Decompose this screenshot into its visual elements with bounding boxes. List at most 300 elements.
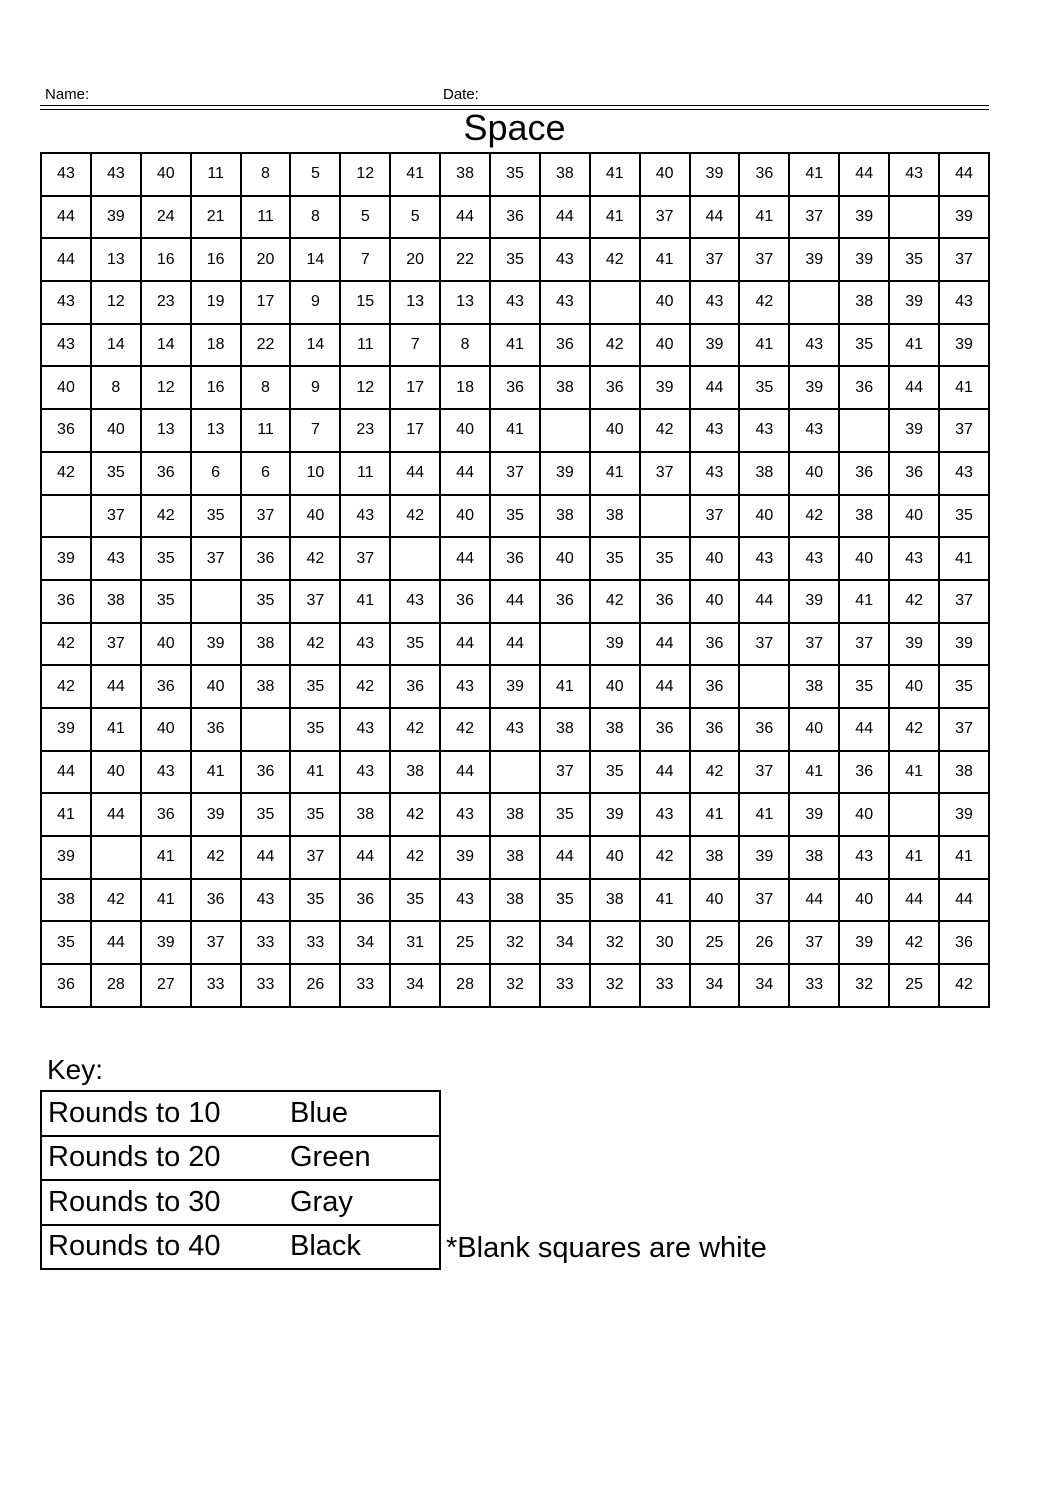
grid-cell[interactable] — [640, 495, 690, 538]
grid-cell[interactable]: 37 — [789, 623, 839, 666]
grid-cell[interactable]: 39 — [739, 836, 789, 879]
grid-cell[interactable]: 38 — [590, 879, 640, 922]
grid-cell[interactable]: 40 — [839, 793, 889, 836]
grid-cell[interactable]: 35 — [490, 238, 540, 281]
grid-cell[interactable]: 36 — [41, 580, 91, 623]
grid-cell[interactable]: 38 — [440, 153, 490, 196]
grid-cell[interactable]: 41 — [141, 836, 191, 879]
grid-cell[interactable]: 37 — [640, 196, 690, 239]
grid-cell[interactable]: 43 — [340, 708, 390, 751]
grid-cell[interactable]: 11 — [241, 196, 291, 239]
grid-cell[interactable]: 44 — [640, 623, 690, 666]
grid-cell[interactable]: 17 — [390, 366, 440, 409]
grid-cell[interactable]: 22 — [241, 324, 291, 367]
grid-cell[interactable]: 37 — [290, 580, 340, 623]
grid-cell[interactable]: 41 — [640, 879, 690, 922]
grid-cell[interactable]: 40 — [141, 153, 191, 196]
grid-cell[interactable]: 43 — [440, 793, 490, 836]
grid-cell[interactable]: 44 — [440, 196, 490, 239]
grid-cell[interactable]: 35 — [390, 623, 440, 666]
grid-cell[interactable]: 7 — [390, 324, 440, 367]
grid-cell[interactable]: 40 — [640, 324, 690, 367]
grid-cell[interactable]: 37 — [789, 196, 839, 239]
grid-cell[interactable]: 38 — [839, 281, 889, 324]
grid-cell[interactable]: 36 — [640, 708, 690, 751]
grid-cell[interactable]: 42 — [41, 623, 91, 666]
grid-cell[interactable]: 43 — [141, 751, 191, 794]
grid-cell[interactable]: 41 — [191, 751, 241, 794]
grid-cell[interactable]: 41 — [889, 324, 939, 367]
grid-cell[interactable]: 38 — [939, 751, 989, 794]
grid-cell[interactable]: 36 — [540, 580, 590, 623]
grid-cell[interactable]: 9 — [290, 366, 340, 409]
grid-cell[interactable]: 44 — [41, 238, 91, 281]
grid-cell[interactable]: 39 — [839, 921, 889, 964]
grid-cell[interactable]: 16 — [191, 366, 241, 409]
grid-cell[interactable]: 43 — [690, 281, 740, 324]
grid-cell[interactable]: 41 — [141, 879, 191, 922]
grid-cell[interactable]: 34 — [340, 921, 390, 964]
grid-cell[interactable]: 42 — [390, 708, 440, 751]
grid-cell[interactable]: 36 — [141, 793, 191, 836]
grid-cell[interactable]: 36 — [590, 366, 640, 409]
grid-cell[interactable]: 39 — [839, 196, 889, 239]
grid-cell[interactable]: 41 — [41, 793, 91, 836]
grid-cell[interactable]: 43 — [789, 324, 839, 367]
grid-cell[interactable]: 44 — [241, 836, 291, 879]
grid-cell[interactable]: 36 — [889, 452, 939, 495]
grid-cell[interactable]: 44 — [91, 793, 141, 836]
grid-cell[interactable]: 25 — [440, 921, 490, 964]
grid-cell[interactable]: 40 — [690, 537, 740, 580]
grid-cell[interactable]: 44 — [440, 452, 490, 495]
grid-cell[interactable]: 40 — [91, 751, 141, 794]
grid-cell[interactable]: 40 — [839, 537, 889, 580]
grid-cell[interactable]: 41 — [690, 793, 740, 836]
grid-cell[interactable]: 20 — [390, 238, 440, 281]
grid-cell[interactable]: 36 — [839, 452, 889, 495]
grid-cell[interactable]: 44 — [540, 836, 590, 879]
grid-cell[interactable]: 42 — [640, 836, 690, 879]
grid-cell[interactable]: 38 — [41, 879, 91, 922]
grid-cell[interactable]: 36 — [540, 324, 590, 367]
grid-cell[interactable]: 39 — [939, 623, 989, 666]
grid-cell[interactable]: 41 — [590, 153, 640, 196]
grid-cell[interactable]: 35 — [141, 537, 191, 580]
grid-cell[interactable]: 39 — [889, 281, 939, 324]
grid-cell[interactable]: 43 — [41, 153, 91, 196]
grid-cell[interactable]: 34 — [390, 964, 440, 1007]
grid-cell[interactable]: 44 — [739, 580, 789, 623]
grid-cell[interactable]: 36 — [839, 366, 889, 409]
grid-cell[interactable]: 21 — [191, 196, 241, 239]
grid-cell[interactable]: 40 — [141, 708, 191, 751]
grid-cell[interactable] — [241, 708, 291, 751]
grid-cell[interactable]: 33 — [340, 964, 390, 1007]
grid-cell[interactable]: 33 — [191, 964, 241, 1007]
grid-cell[interactable]: 16 — [141, 238, 191, 281]
grid-cell[interactable] — [839, 409, 889, 452]
grid-cell[interactable]: 42 — [141, 495, 191, 538]
grid-cell[interactable]: 34 — [540, 921, 590, 964]
grid-cell[interactable]: 35 — [141, 580, 191, 623]
grid-cell[interactable]: 38 — [540, 708, 590, 751]
grid-cell[interactable]: 44 — [690, 366, 740, 409]
grid-cell[interactable]: 37 — [789, 921, 839, 964]
grid-cell[interactable]: 37 — [739, 623, 789, 666]
grid-cell[interactable]: 36 — [41, 409, 91, 452]
grid-cell[interactable]: 40 — [590, 836, 640, 879]
grid-cell[interactable]: 42 — [590, 580, 640, 623]
grid-cell[interactable]: 14 — [290, 324, 340, 367]
grid-cell[interactable]: 43 — [739, 537, 789, 580]
grid-cell[interactable]: 37 — [739, 879, 789, 922]
grid-cell[interactable]: 37 — [690, 238, 740, 281]
grid-cell[interactable]: 35 — [939, 495, 989, 538]
grid-cell[interactable]: 42 — [590, 238, 640, 281]
grid-cell[interactable]: 33 — [640, 964, 690, 1007]
grid-cell[interactable]: 37 — [640, 452, 690, 495]
grid-cell[interactable]: 23 — [141, 281, 191, 324]
grid-cell[interactable]: 9 — [290, 281, 340, 324]
grid-cell[interactable]: 5 — [290, 153, 340, 196]
grid-cell[interactable]: 39 — [839, 238, 889, 281]
grid-cell[interactable] — [789, 281, 839, 324]
grid-cell[interactable]: 35 — [290, 708, 340, 751]
grid-cell[interactable]: 37 — [191, 921, 241, 964]
grid-cell[interactable]: 41 — [490, 409, 540, 452]
grid-cell[interactable]: 44 — [440, 537, 490, 580]
grid-cell[interactable]: 30 — [640, 921, 690, 964]
grid-cell[interactable]: 42 — [290, 623, 340, 666]
grid-cell[interactable]: 5 — [390, 196, 440, 239]
grid-cell[interactable]: 17 — [390, 409, 440, 452]
grid-cell[interactable]: 39 — [191, 793, 241, 836]
grid-cell[interactable]: 42 — [41, 665, 91, 708]
grid-cell[interactable]: 35 — [739, 366, 789, 409]
grid-cell[interactable]: 41 — [939, 366, 989, 409]
grid-cell[interactable]: 41 — [390, 153, 440, 196]
grid-cell[interactable]: 39 — [141, 921, 191, 964]
grid-cell[interactable]: 35 — [241, 793, 291, 836]
grid-cell[interactable]: 41 — [290, 751, 340, 794]
grid-cell[interactable]: 39 — [41, 836, 91, 879]
grid-cell[interactable]: 17 — [241, 281, 291, 324]
grid-cell[interactable] — [739, 665, 789, 708]
grid-cell[interactable]: 14 — [290, 238, 340, 281]
grid-cell[interactable]: 39 — [590, 793, 640, 836]
grid-cell[interactable]: 39 — [789, 366, 839, 409]
grid-cell[interactable]: 23 — [340, 409, 390, 452]
grid-cell[interactable]: 37 — [939, 409, 989, 452]
grid-cell[interactable]: 43 — [340, 751, 390, 794]
grid-cell[interactable]: 38 — [690, 836, 740, 879]
grid-cell[interactable]: 44 — [440, 623, 490, 666]
grid-cell[interactable]: 39 — [91, 196, 141, 239]
grid-cell[interactable]: 39 — [789, 793, 839, 836]
grid-cell[interactable]: 40 — [41, 366, 91, 409]
grid-cell[interactable]: 44 — [640, 665, 690, 708]
grid-cell[interactable]: 28 — [91, 964, 141, 1007]
grid-cell[interactable]: 32 — [590, 921, 640, 964]
grid-cell[interactable]: 39 — [41, 708, 91, 751]
grid-cell[interactable]: 39 — [889, 623, 939, 666]
grid-cell[interactable]: 43 — [540, 281, 590, 324]
grid-cell[interactable]: 43 — [540, 238, 590, 281]
grid-cell[interactable]: 37 — [839, 623, 889, 666]
grid-cell[interactable]: 41 — [739, 793, 789, 836]
grid-cell[interactable]: 44 — [889, 879, 939, 922]
grid-cell[interactable]: 12 — [340, 366, 390, 409]
grid-cell[interactable]: 42 — [640, 409, 690, 452]
grid-cell[interactable]: 43 — [839, 836, 889, 879]
grid-cell[interactable]: 38 — [490, 793, 540, 836]
grid-cell[interactable]: 42 — [390, 836, 440, 879]
grid-cell[interactable]: 40 — [789, 708, 839, 751]
grid-cell[interactable]: 11 — [340, 324, 390, 367]
grid-cell[interactable] — [889, 196, 939, 239]
grid-cell[interactable]: 39 — [889, 409, 939, 452]
grid-cell[interactable]: 43 — [41, 324, 91, 367]
grid-cell[interactable]: 12 — [141, 366, 191, 409]
grid-cell[interactable]: 38 — [91, 580, 141, 623]
grid-cell[interactable]: 38 — [540, 366, 590, 409]
grid-cell[interactable]: 37 — [690, 495, 740, 538]
grid-cell[interactable]: 40 — [290, 495, 340, 538]
grid-cell[interactable]: 6 — [241, 452, 291, 495]
grid-cell[interactable]: 38 — [340, 793, 390, 836]
grid-cell[interactable] — [889, 793, 939, 836]
grid-cell[interactable]: 43 — [789, 537, 839, 580]
grid-cell[interactable]: 35 — [390, 879, 440, 922]
grid-cell[interactable]: 44 — [839, 153, 889, 196]
grid-cell[interactable]: 32 — [490, 964, 540, 1007]
grid-cell[interactable]: 37 — [490, 452, 540, 495]
grid-cell[interactable]: 36 — [490, 366, 540, 409]
grid-cell[interactable]: 41 — [789, 153, 839, 196]
grid-cell[interactable]: 33 — [540, 964, 590, 1007]
grid-cell[interactable]: 37 — [91, 623, 141, 666]
grid-cell[interactable]: 44 — [440, 751, 490, 794]
grid-cell[interactable]: 38 — [789, 836, 839, 879]
grid-cell[interactable]: 36 — [191, 708, 241, 751]
grid-cell[interactable]: 13 — [91, 238, 141, 281]
grid-cell[interactable]: 44 — [690, 196, 740, 239]
grid-cell[interactable]: 34 — [690, 964, 740, 1007]
grid-cell[interactable]: 24 — [141, 196, 191, 239]
grid-cell[interactable]: 33 — [241, 921, 291, 964]
grid-cell[interactable]: 44 — [91, 921, 141, 964]
grid-cell[interactable]: 40 — [440, 409, 490, 452]
grid-cell[interactable]: 36 — [640, 580, 690, 623]
grid-cell[interactable]: 7 — [340, 238, 390, 281]
grid-cell[interactable]: 42 — [41, 452, 91, 495]
grid-cell[interactable]: 26 — [290, 964, 340, 1007]
grid-cell[interactable]: 44 — [41, 751, 91, 794]
grid-cell[interactable]: 36 — [440, 580, 490, 623]
grid-cell[interactable]: 40 — [91, 409, 141, 452]
grid-cell[interactable]: 40 — [590, 665, 640, 708]
grid-cell[interactable]: 43 — [939, 281, 989, 324]
grid-cell[interactable]: 10 — [290, 452, 340, 495]
grid-cell[interactable]: 36 — [739, 708, 789, 751]
grid-cell[interactable]: 28 — [440, 964, 490, 1007]
grid-cell[interactable]: 16 — [191, 238, 241, 281]
grid-cell[interactable]: 44 — [939, 153, 989, 196]
grid-cell[interactable]: 37 — [939, 580, 989, 623]
grid-cell[interactable]: 42 — [690, 751, 740, 794]
grid-cell[interactable]: 40 — [690, 879, 740, 922]
grid-cell[interactable]: 38 — [839, 495, 889, 538]
grid-cell[interactable]: 40 — [640, 153, 690, 196]
grid-cell[interactable]: 40 — [889, 665, 939, 708]
grid-cell[interactable]: 41 — [939, 836, 989, 879]
grid-cell[interactable]: 26 — [739, 921, 789, 964]
grid-cell[interactable]: 42 — [390, 793, 440, 836]
grid-cell[interactable]: 44 — [490, 580, 540, 623]
grid-cell[interactable]: 41 — [590, 196, 640, 239]
grid-cell[interactable]: 40 — [540, 537, 590, 580]
grid-cell[interactable] — [390, 537, 440, 580]
grid-cell[interactable]: 38 — [590, 495, 640, 538]
grid-cell[interactable]: 37 — [739, 238, 789, 281]
grid-cell[interactable]: 12 — [340, 153, 390, 196]
grid-cell[interactable]: 42 — [91, 879, 141, 922]
grid-cell[interactable]: 36 — [690, 665, 740, 708]
grid-cell[interactable]: 36 — [690, 708, 740, 751]
grid-cell[interactable]: 42 — [789, 495, 839, 538]
grid-cell[interactable]: 43 — [690, 452, 740, 495]
grid-cell[interactable]: 31 — [390, 921, 440, 964]
grid-cell[interactable]: 8 — [91, 366, 141, 409]
grid-cell[interactable]: 36 — [340, 879, 390, 922]
grid-cell[interactable]: 14 — [91, 324, 141, 367]
grid-cell[interactable]: 42 — [191, 836, 241, 879]
grid-cell[interactable]: 35 — [290, 879, 340, 922]
grid-cell[interactable]: 44 — [540, 196, 590, 239]
grid-cell[interactable]: 37 — [191, 537, 241, 580]
grid-cell[interactable]: 38 — [241, 665, 291, 708]
grid-cell[interactable]: 35 — [889, 238, 939, 281]
grid-cell[interactable]: 39 — [690, 153, 740, 196]
grid-cell[interactable]: 18 — [440, 366, 490, 409]
grid-cell[interactable]: 32 — [839, 964, 889, 1007]
grid-cell[interactable]: 34 — [739, 964, 789, 1007]
grid-cell[interactable]: 43 — [440, 879, 490, 922]
grid-cell[interactable]: 44 — [839, 708, 889, 751]
grid-cell[interactable]: 22 — [440, 238, 490, 281]
grid-cell[interactable]: 41 — [889, 836, 939, 879]
grid-cell[interactable]: 39 — [440, 836, 490, 879]
grid-cell[interactable] — [590, 281, 640, 324]
grid-cell[interactable]: 36 — [939, 921, 989, 964]
grid-cell[interactable]: 43 — [390, 580, 440, 623]
grid-cell[interactable]: 8 — [440, 324, 490, 367]
grid-cell[interactable]: 35 — [540, 879, 590, 922]
grid-cell[interactable]: 40 — [690, 580, 740, 623]
grid-cell[interactable]: 40 — [889, 495, 939, 538]
grid-cell[interactable]: 43 — [889, 153, 939, 196]
grid-cell[interactable]: 43 — [690, 409, 740, 452]
grid-cell[interactable]: 43 — [340, 495, 390, 538]
grid-cell[interactable]: 44 — [789, 879, 839, 922]
grid-cell[interactable]: 43 — [640, 793, 690, 836]
grid-cell[interactable]: 39 — [789, 580, 839, 623]
grid-cell[interactable]: 41 — [490, 324, 540, 367]
grid-cell[interactable]: 41 — [739, 324, 789, 367]
grid-cell[interactable]: 12 — [91, 281, 141, 324]
grid-cell[interactable]: 44 — [340, 836, 390, 879]
grid-cell[interactable]: 41 — [540, 665, 590, 708]
grid-cell[interactable]: 39 — [590, 623, 640, 666]
grid-cell[interactable]: 35 — [839, 324, 889, 367]
grid-cell[interactable]: 6 — [191, 452, 241, 495]
grid-cell[interactable]: 14 — [141, 324, 191, 367]
grid-cell[interactable]: 43 — [340, 623, 390, 666]
grid-cell[interactable]: 43 — [440, 665, 490, 708]
grid-cell[interactable]: 36 — [241, 537, 291, 580]
grid-cell[interactable]: 37 — [939, 708, 989, 751]
grid-cell[interactable]: 35 — [91, 452, 141, 495]
grid-cell[interactable]: 42 — [590, 324, 640, 367]
grid-cell[interactable]: 44 — [91, 665, 141, 708]
grid-cell[interactable]: 44 — [889, 366, 939, 409]
grid-cell[interactable]: 42 — [290, 537, 340, 580]
grid-cell[interactable]: 42 — [939, 964, 989, 1007]
grid-cell[interactable] — [490, 751, 540, 794]
grid-cell[interactable]: 35 — [290, 793, 340, 836]
grid-cell[interactable]: 39 — [789, 238, 839, 281]
grid-cell[interactable]: 39 — [690, 324, 740, 367]
grid-cell[interactable]: 43 — [889, 537, 939, 580]
grid-cell[interactable]: 41 — [889, 751, 939, 794]
grid-cell[interactable]: 40 — [789, 452, 839, 495]
grid-cell[interactable]: 13 — [440, 281, 490, 324]
grid-cell[interactable]: 36 — [141, 665, 191, 708]
grid-cell[interactable]: 7 — [290, 409, 340, 452]
grid-cell[interactable]: 43 — [939, 452, 989, 495]
grid-cell[interactable]: 35 — [590, 537, 640, 580]
grid-cell[interactable]: 41 — [590, 452, 640, 495]
grid-cell[interactable]: 35 — [640, 537, 690, 580]
grid-cell[interactable]: 43 — [490, 281, 540, 324]
grid-cell[interactable]: 38 — [739, 452, 789, 495]
grid-cell[interactable]: 35 — [290, 665, 340, 708]
grid-cell[interactable]: 11 — [191, 153, 241, 196]
grid-cell[interactable]: 38 — [390, 751, 440, 794]
grid-cell[interactable]: 36 — [390, 665, 440, 708]
grid-cell[interactable]: 39 — [939, 196, 989, 239]
grid-cell[interactable]: 8 — [241, 366, 291, 409]
grid-cell[interactable]: 37 — [290, 836, 340, 879]
grid-cell[interactable]: 36 — [490, 537, 540, 580]
grid-cell[interactable]: 38 — [590, 708, 640, 751]
grid-cell[interactable]: 44 — [390, 452, 440, 495]
grid-cell[interactable]: 42 — [340, 665, 390, 708]
grid-cell[interactable]: 39 — [939, 324, 989, 367]
grid-cell[interactable] — [191, 580, 241, 623]
grid-cell[interactable]: 36 — [839, 751, 889, 794]
grid-cell[interactable]: 39 — [640, 366, 690, 409]
grid-cell[interactable] — [91, 836, 141, 879]
grid-cell[interactable]: 25 — [889, 964, 939, 1007]
grid-cell[interactable]: 44 — [939, 879, 989, 922]
grid-cell[interactable]: 8 — [241, 153, 291, 196]
grid-cell[interactable]: 8 — [290, 196, 340, 239]
grid-cell[interactable]: 38 — [241, 623, 291, 666]
grid-cell[interactable]: 36 — [490, 196, 540, 239]
grid-cell[interactable]: 39 — [41, 537, 91, 580]
